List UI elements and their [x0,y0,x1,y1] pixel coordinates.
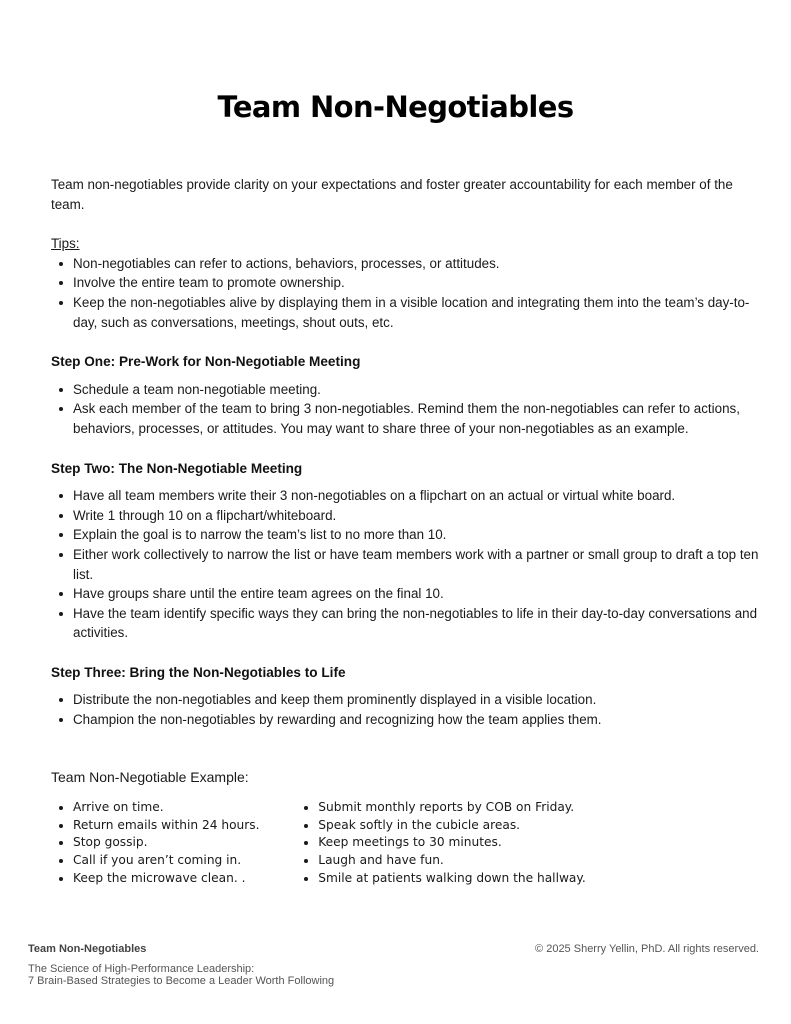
list-item: Arrive on time. [73,799,296,817]
document-body [51,175,761,887]
list-item: Write 1 through 10 on a flipchart/whiteboard. [73,506,761,526]
step-two-heading: Step Two: The Non-Negotiable Meeting [51,460,303,476]
list-item: Keep the non-negotiables alive by displaying them in a visible location and integrating them into the team’s day-to-day, such as conversations, meetings, shout outs, etc. [73,293,761,332]
step-one-list [51,380,761,439]
footer-copyright: © 2025 Sherry Yellin, PhD. All rights reserved. [535,943,759,955]
tips-list [51,254,761,332]
list-item: Smile at patients walking down the hallway. [318,870,761,888]
list-item: Have groups share until the entire team agrees on the final 10. [73,584,761,604]
step-two-section [51,459,761,643]
intro-paragraph: Team non-negotiables provide clarity on your expectations and foster greater accountability for each member of the team. [51,177,733,212]
list-item: Distribute the non-negotiables and keep them prominently displayed in a visible location. [73,690,761,710]
list-item: Call if you aren’t coming in. [73,852,296,870]
list-item: Champion the non-negotiables by rewarding and recognizing how the team applies them. [73,710,761,730]
list-item: Non-negotiables can refer to actions, behaviors, processes, or attitudes. [73,254,761,274]
list-item: Speak softly in the cubicle areas. [318,817,761,835]
step-three-list [51,690,761,729]
list-item: Ask each member of the team to bring 3 non-negotiables. Remind them the non-negotiables can refer to actions, behaviors, processes, or attitudes. You may want to share three of your non-negotiables as an example. [73,399,761,438]
list-item: Stop gossip. [73,834,296,852]
tips-section [51,234,761,332]
list-item: Explain the goal is to narrow the team’s list to no more than 10. [73,525,761,545]
step-three-section [51,663,761,730]
step-one-section [51,352,761,438]
example-columns [51,799,761,887]
footer-left [28,943,334,988]
list-item: Involve the entire team to promote ownership. [73,273,761,293]
example-label: Team Non-Negotiable Example: [51,768,249,785]
step-two-list [51,486,761,643]
example-list-right [296,799,761,887]
list-item: Laugh and have fun. [318,852,761,870]
page-title: Team Non-Negotiables [217,90,574,124]
step-one-heading: Step One: Pre-Work for Non-Negotiable Meeting [51,354,361,370]
list-item: Have all team members write their 3 non-negotiables on a flipchart on an actual or virtual white board. [73,486,761,506]
list-item: Schedule a team non-negotiable meeting. [73,380,761,400]
list-item: Have the team identify specific ways they can bring the non-negotiables to life in their day-to-day conversations and activities. [73,604,761,643]
list-item: Return emails within 24 hours. [73,817,296,835]
footer-title: Team Non-Negotiables [28,943,147,955]
example-list-left [51,799,296,887]
tips-label: Tips: [51,236,80,252]
step-three-heading: Step Three: Bring the Non-Negotiables to Life [51,664,346,680]
footer-book-line-1: The Science of High-Performance Leadership: [28,962,255,975]
list-item: Keep the microwave clean. . [73,870,296,888]
footer-book-line-2: 7 Brain-Based Strategies to Become a Leader Worth Following [28,975,335,987]
list-item: Submit monthly reports by COB on Friday. [318,799,761,817]
list-item: Keep meetings to 30 minutes. [318,834,761,852]
list-item: Either work collectively to narrow the list or have team members work with a partner or small group to draft a top ten list. [73,545,761,584]
